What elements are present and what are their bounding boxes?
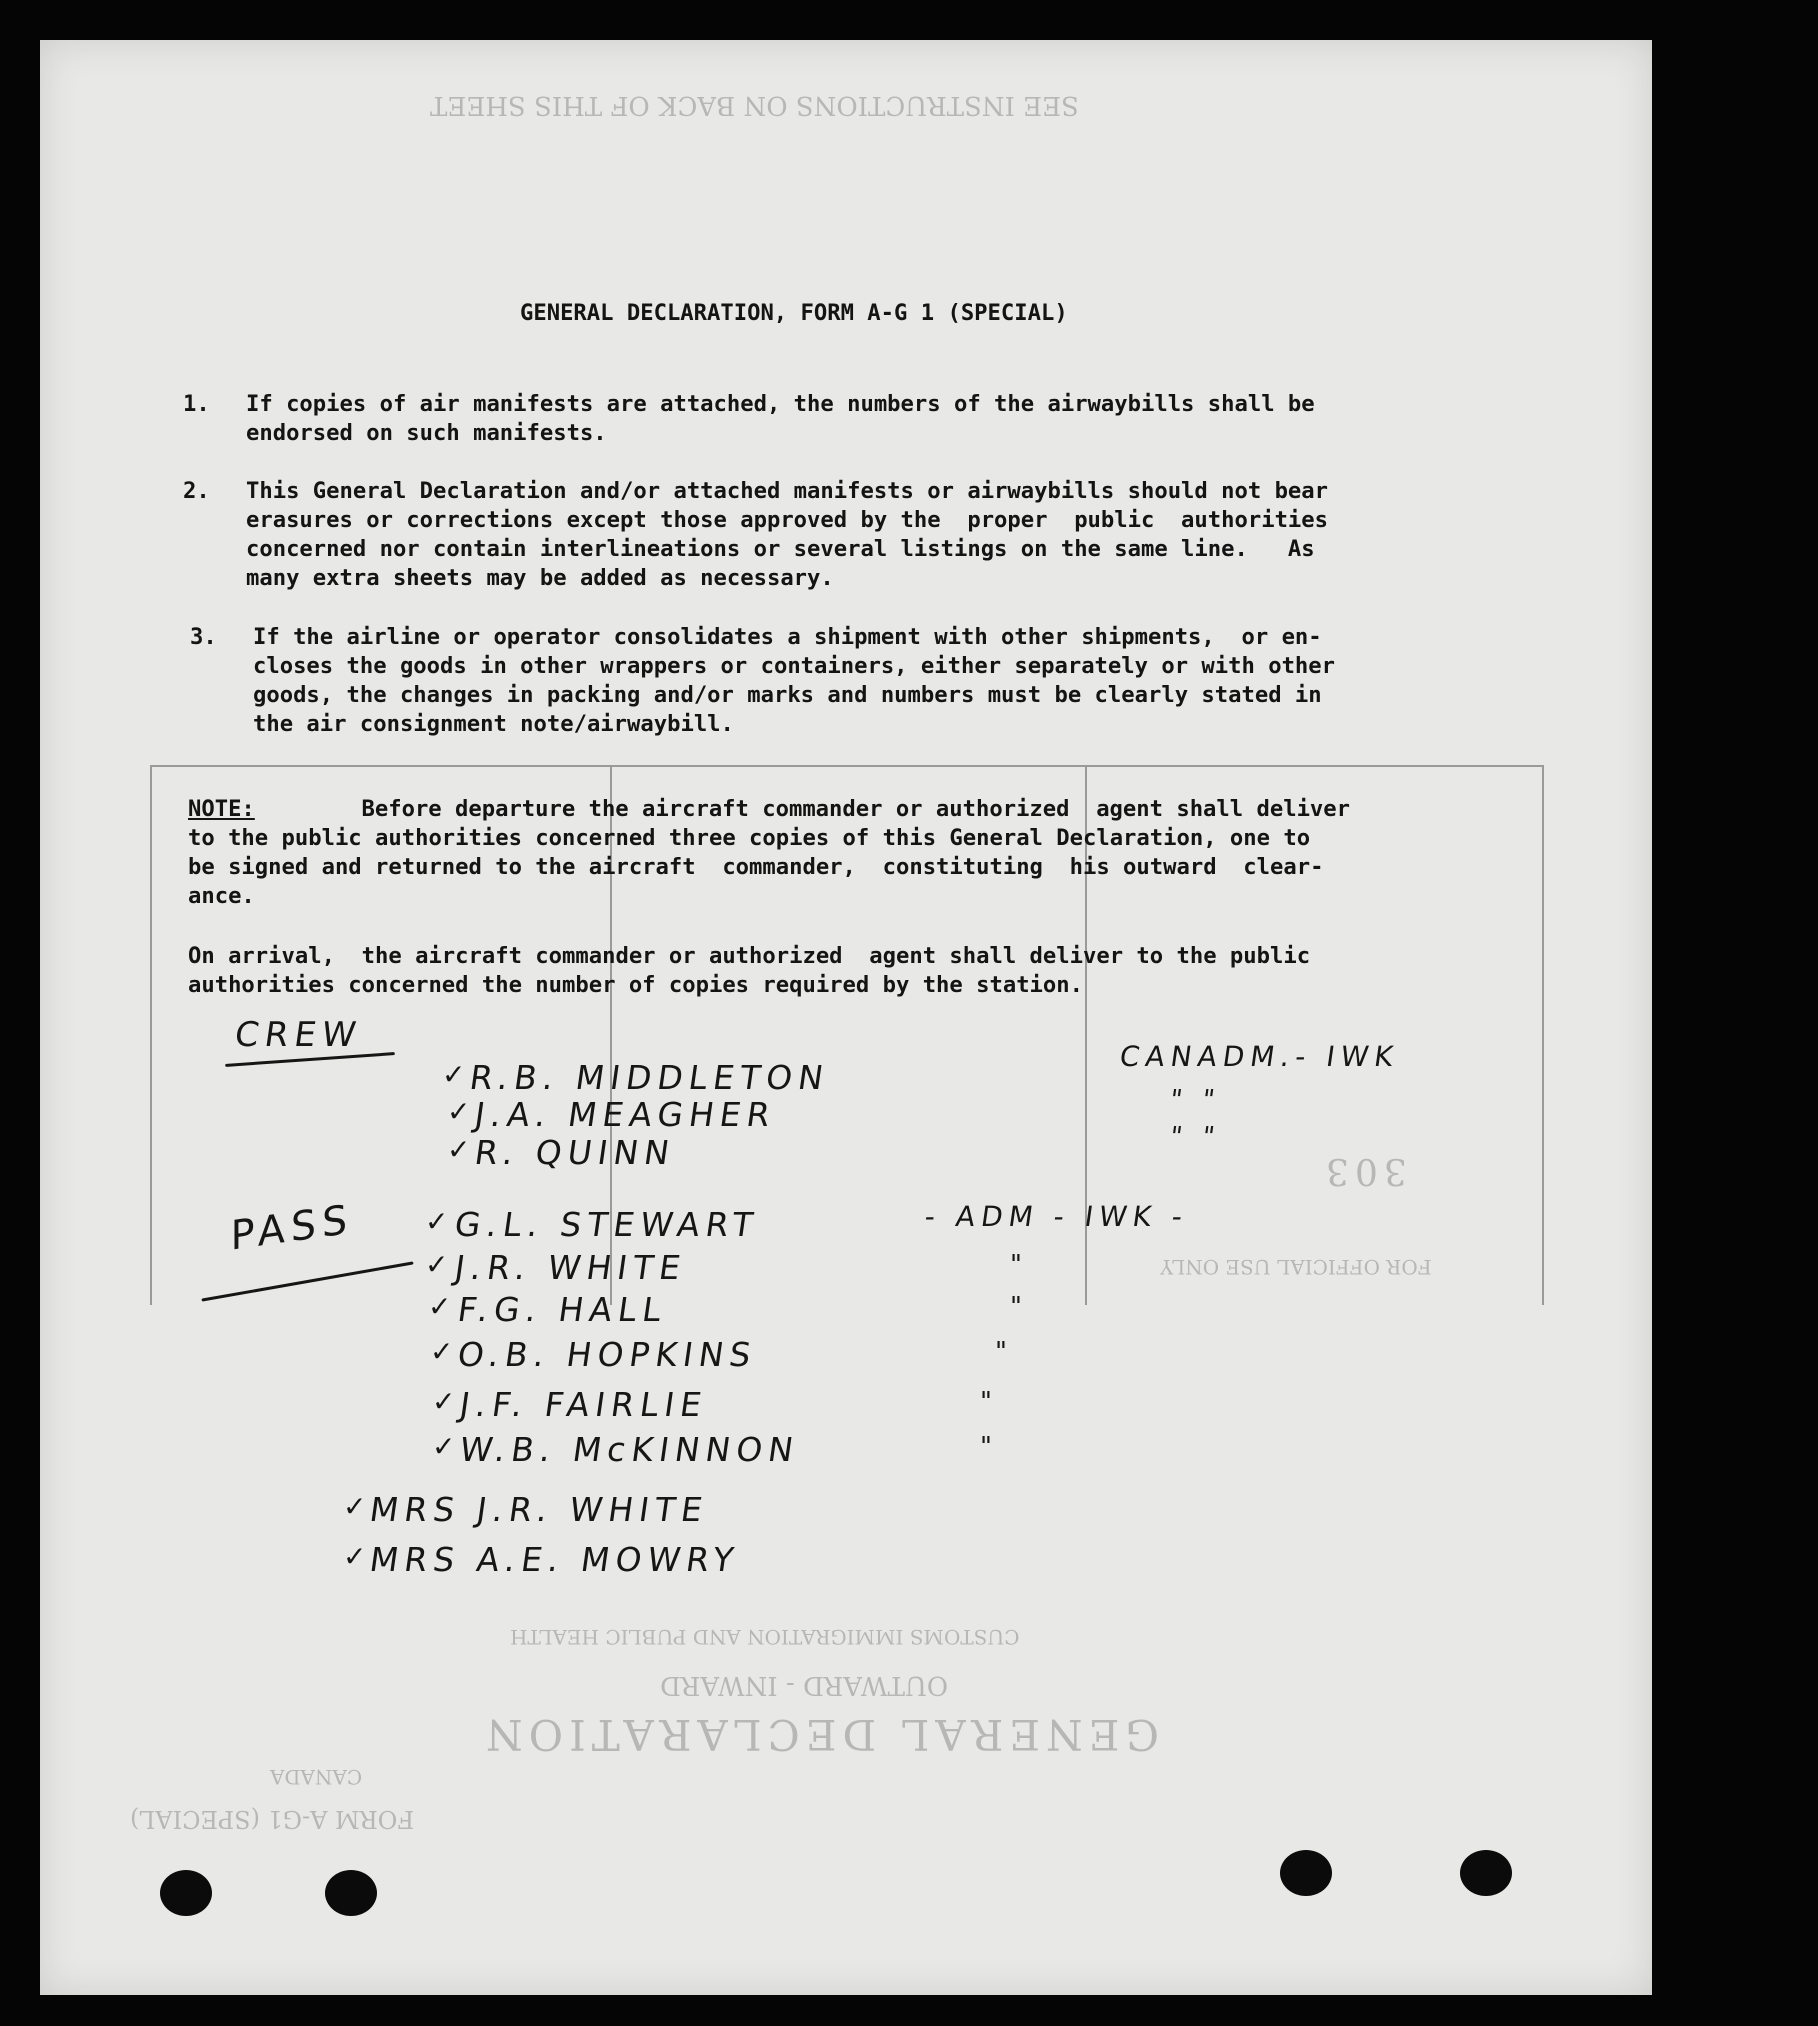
item-2-line-2: erasures or corrections except those approved by the proper public authorities (246, 507, 1328, 533)
arrival-line-2: authorities concerned the number of copies required by the station. (188, 972, 1083, 998)
item-2-line-1: This General Declaration and/or attached manifests or airwaybills should not bear (246, 478, 1328, 504)
passenger-2: J.R. WHITE (452, 1248, 689, 1287)
punch-hole-4 (1460, 1850, 1512, 1896)
note-first-line: Before departure the aircraft commander or authorized agent shall deliver (268, 796, 1350, 822)
passenger-2-check: ✓ (425, 1248, 449, 1281)
passenger-2-ditto: " (1010, 1250, 1022, 1280)
item-3-line-3: goods, the changes in packing and/or marks and numbers must be clearly stated in (253, 682, 1322, 708)
passenger-4-ditto: " (995, 1337, 1007, 1367)
bleed-through-number: 303 (1320, 1150, 1407, 1191)
item-2-number: 2. (183, 478, 210, 504)
item-3-line-2: closes the goods in other wrappers or containers, either separately or with other (253, 653, 1335, 679)
punch-hole-2 (325, 1870, 377, 1916)
passenger-4-check: ✓ (430, 1335, 454, 1368)
form-heading: GENERAL DECLARATION, FORM A-G 1 (SPECIAL) (520, 300, 1068, 326)
bleed-through-title: GENERAL DECLARATION (480, 1710, 1159, 1759)
passenger-1: G.L. STEWART (452, 1205, 762, 1244)
bleed-through-box-left (150, 765, 152, 1305)
bleed-through-official: FOR OFFICIAL USE ONLY (1160, 1255, 1432, 1279)
note-line-3: be signed and returned to the aircraft commander, constituting his outward clear- (188, 854, 1324, 880)
crew-3-check: ✓ (447, 1133, 471, 1166)
crew-member-2: J.A. MEAGHER (472, 1095, 779, 1134)
crew-1-check: ✓ (442, 1058, 466, 1091)
bleed-through-subtitle: OUTWARD - INWARD (660, 1670, 949, 1700)
passenger-5-check: ✓ (432, 1385, 456, 1418)
passenger-1-check: ✓ (425, 1205, 449, 1238)
note-line-4: ance. (188, 883, 255, 909)
crew-member-3: R. QUINN (472, 1133, 678, 1172)
crew-member-1: R.B. MIDDLETON (467, 1058, 832, 1097)
crew-nationality-note: CANADM.- IWK (1117, 1040, 1402, 1073)
item-1-line-1: If copies of air manifests are attached, the numbers of the airwaybills shall be (246, 391, 1315, 417)
crew-ditto-2: " " (1167, 1085, 1223, 1115)
passenger-7-check: ✓ (343, 1490, 367, 1523)
bleed-through-country: CANADA (270, 1765, 363, 1789)
note-line-2: to the public authorities concerned three copies of this General Declaration, one to (188, 825, 1311, 851)
bleed-through-box-top (150, 765, 1544, 767)
passenger-6-ditto: " (980, 1432, 992, 1462)
note-label: NOTE: (188, 796, 255, 822)
passenger-7: MRS J.R. WHITE (367, 1490, 711, 1529)
bleed-through-top: SEE INSTRUCTIONS ON BACK OF THIS SHEET (430, 90, 1079, 120)
bleed-through-form: FORM A-G1 (SPECIAL) (130, 1805, 415, 1833)
punch-hole-1 (160, 1870, 212, 1916)
passenger-5: J.F. FAIRLIE (457, 1385, 710, 1424)
crew-2-check: ✓ (447, 1095, 471, 1128)
item-2-line-3: concerned nor contain interlineations or several listings on the same line. As (246, 536, 1315, 562)
document-page (40, 40, 1652, 1995)
bleed-through-box-right (1542, 765, 1544, 1305)
passenger-label: PASS (230, 1196, 354, 1260)
passenger-underline (201, 1261, 413, 1301)
punch-hole-3 (1280, 1850, 1332, 1896)
passenger-6: W.B. McKINNON (457, 1430, 802, 1469)
passenger-3-ditto: " (1010, 1292, 1022, 1322)
crew-label: CREW (232, 1015, 365, 1055)
item-3-number: 3. (190, 624, 217, 650)
item-3-line-4: the air consignment note/airwaybill. (253, 711, 734, 737)
passenger-3-check: ✓ (428, 1290, 452, 1323)
crew-ditto-3: " " (1167, 1122, 1223, 1152)
item-1-number: 1. (183, 391, 210, 417)
item-2-line-4: many extra sheets may be added as necessary. (246, 565, 834, 591)
arrival-line-1: On arrival, the aircraft commander or authorized agent shall deliver to the public (188, 943, 1311, 969)
passenger-8-check: ✓ (343, 1540, 367, 1573)
passenger-nationality-note: - ADM - IWK - (922, 1200, 1191, 1233)
passenger-5-ditto: " (980, 1387, 992, 1417)
passenger-6-check: ✓ (432, 1430, 456, 1463)
passenger-8: MRS A.E. MOWRY (367, 1540, 742, 1579)
item-1-line-2: endorsed on such manifests. (246, 420, 607, 446)
bleed-through-agency: CUSTOMS IMMIGRATION AND PUBLIC HEALTH (510, 1625, 1020, 1649)
passenger-3: F.G. HALL (455, 1290, 670, 1329)
item-3-line-1: If the airline or operator consolidates a shipment with other shipments, or en- (253, 624, 1322, 650)
passenger-4: O.B. HOPKINS (455, 1335, 760, 1374)
